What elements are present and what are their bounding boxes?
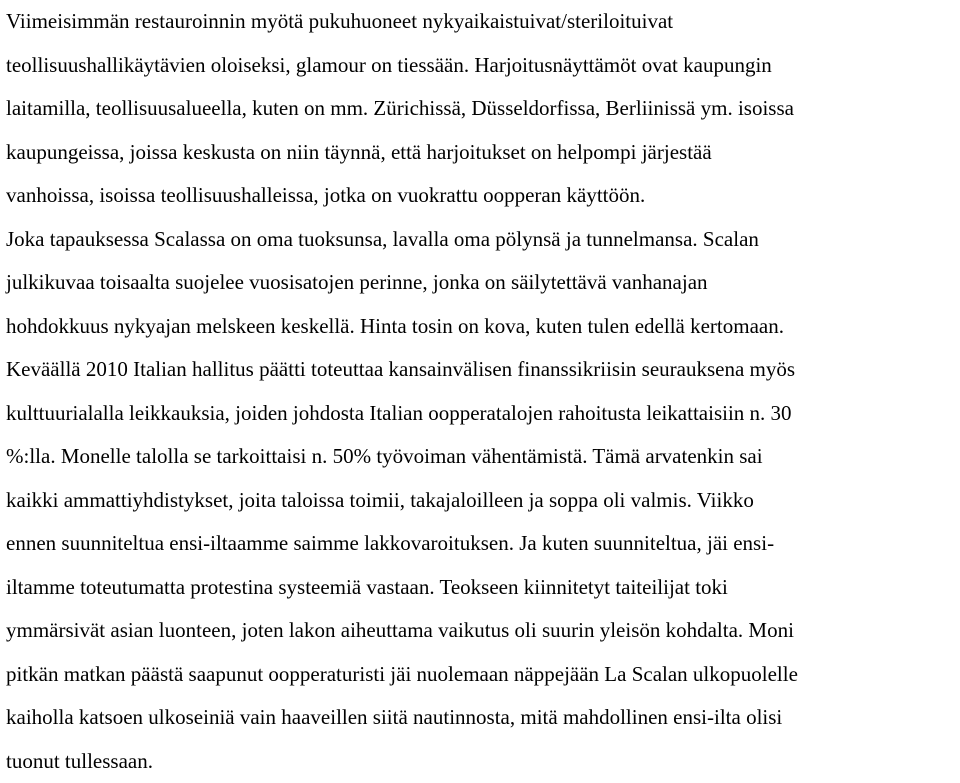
text-line: Joka tapauksessa Scalassa on oma tuoksunsa, lavalla oma pölynsä ja tunnelmansa. Scalan [6, 218, 960, 262]
text-line: %:lla. Monelle talolla se tarkoittaisi n. 50% työvoiman vähentämistä. Tämä arvatenkin sai [6, 435, 960, 479]
text-line: ymmärsivät asian luonteen, joten lakon aiheuttama vaikutus oli suurin yleisön kohdalta. Moni [6, 609, 960, 653]
text-line: iltamme toteutumatta protestina systeemiä vastaan. Teokseen kiinnitetyt taiteilijat toki [6, 566, 960, 610]
text-line: Viimeisimmän restauroinnin myötä pukuhuoneet nykyaikaistuivat/steriloituivat [6, 0, 960, 44]
text-line: kaupungeissa, joissa keskusta on niin täynnä, että harjoitukset on helpompi järjestää [6, 131, 960, 175]
text-line: kulttuurialalla leikkauksia, joiden johdosta Italian oopperatalojen rahoitusta leikattaisiin n. 30 [6, 392, 960, 436]
text-line: vanhoissa, isoissa teollisuushalleissa, jotka on vuokrattu oopperan käyttöön. [6, 174, 960, 218]
body-text [6, 0, 960, 783]
text-line: kaikki ammattiyhdistykset, joita taloissa toimii, takajaloilleen ja soppa oli valmis. Viikko [6, 479, 960, 523]
text-line: ennen suunniteltua ensi-iltaamme saimme lakkovaroituksen. Ja kuten suunniteltua, jäi ensi- [6, 522, 960, 566]
text-line: julkikuvaa toisaalta suojelee vuosisatojen perinne, jonka on säilytettävä vanhanajan [6, 261, 960, 305]
text-line: pitkän matkan päästä saapunut oopperaturisti jäi nuolemaan näppejään La Scalan ulkopuolelle [6, 653, 960, 697]
text-line: Keväällä 2010 Italian hallitus päätti toteuttaa kansainvälisen finanssikriisin seurauksena myös [6, 348, 960, 392]
text-line: hohdokkuus nykyajan melskeen keskellä. Hinta tosin on kova, kuten tulen edellä kertomaan. [6, 305, 960, 349]
text-line: teollisuushallikäytävien oloiseksi, glamour on tiessään. Harjoitusnäyttämöt ovat kaupungin [6, 44, 960, 88]
text-line: kaiholla katsoen ulkoseiniä vain haaveillen siitä nautinnosta, mitä mahdollinen ensi-ilta olisi [6, 696, 960, 740]
text-line: tuonut tullessaan. [6, 740, 960, 783]
text-line: laitamilla, teollisuusalueella, kuten on mm. Zürichissä, Düsseldorfissa, Berliinissä ym. isoissa [6, 87, 960, 131]
